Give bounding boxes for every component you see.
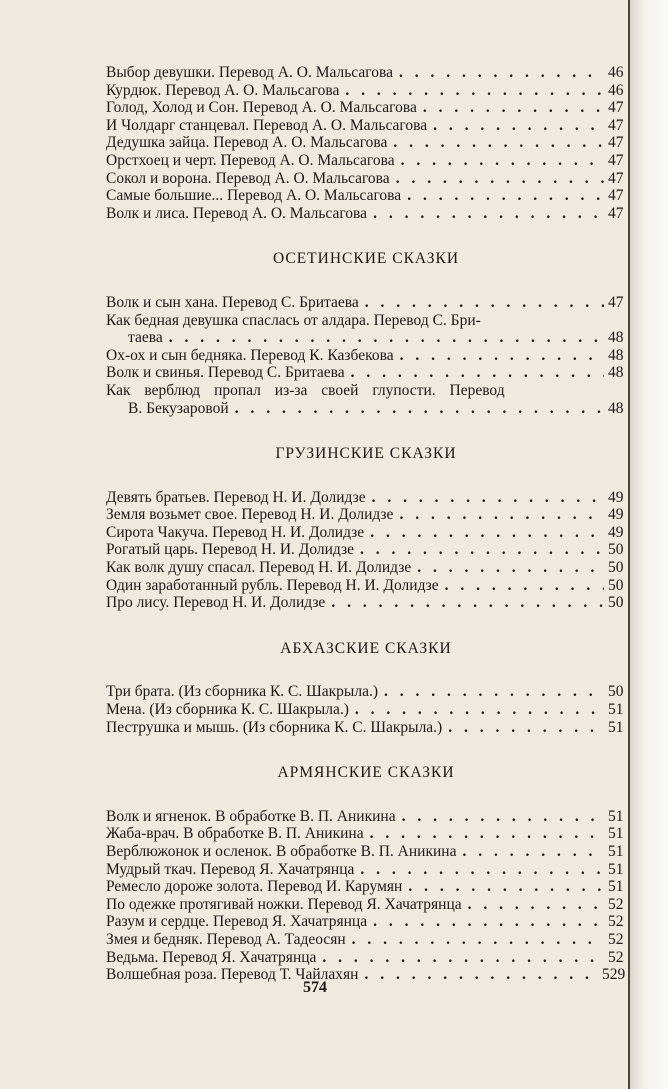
section-heading-armenian: АРМЯНСКИЕ СКАЗКИ xyxy=(277,764,455,782)
toc-page-number: 52 xyxy=(608,895,624,913)
toc-page-number: 47 xyxy=(608,134,624,152)
toc-entry: Волшебная роза. Перевод Т. Чайлахян . . . 529 xyxy=(106,966,626,984)
section-heading-georgian: ГРУЗИНСКИЕ СКАЗКИ xyxy=(275,445,457,463)
section-heading-abkhaz: АБХАЗСКИЕ СКАЗКИ xyxy=(280,639,452,657)
toc-page-number: 51 xyxy=(608,807,624,825)
toc-entry: Волк и сын хана. Перевод С. Бритаева . . . 47 xyxy=(106,294,626,312)
toc-page-number: 49 xyxy=(608,488,624,506)
toc-page-number: 51 xyxy=(608,878,624,896)
toc-entry-multiline: Как верблюд пропал из-за своей глупости. Перевод В. Бекузаровой . . . 48 xyxy=(106,382,626,417)
toc-entry: Орстхоец и черт. Перевод А. О. Мальсагова . . . 47 xyxy=(106,152,626,170)
toc-page-number: 48 xyxy=(608,364,624,382)
page-margin-strip xyxy=(630,0,668,1089)
toc-entry: Разум и сердце. Перевод Я. Хачатрянца . . . 52 xyxy=(106,913,626,931)
toc-entry: Курдюк. Перевод А. О. Мальсагова . . . 46 xyxy=(106,82,626,100)
toc-entry: Волк и свинья. Перевод С. Бритаева . . . 48 xyxy=(106,364,626,382)
toc-page-number: 51 xyxy=(608,718,624,736)
toc-entry: Жаба-врач. В обработке В. П. Аникина . . . 51 xyxy=(106,825,626,843)
toc-entry: Верблюжонок и осленок. В обработке В. П. Аникина . . . 51 xyxy=(106,843,626,861)
toc-entry: Девять братьев. Перевод Н. И. Долидзе . . . 49 xyxy=(106,489,626,507)
toc-entry: Один заработанный рубль. Перевод Н. И. Долидзе . . . 50 xyxy=(106,577,626,595)
toc-entry: Мудрый ткач. Перевод Я. Хачатрянца . . . 51 xyxy=(106,861,626,879)
toc-page-number: 46 xyxy=(608,81,624,99)
toc-entry: Выбор девушки. Перевод А. О. Мальсагова . . . 46 xyxy=(106,64,626,82)
toc-page-number: 49 xyxy=(608,523,624,541)
toc-entry: Как волк душу спасал. Перевод Н. И. Долидзе . . . 50 xyxy=(106,559,626,577)
toc-entry: Земля возьмет свое. Перевод Н. И. Долидзе . . . 49 xyxy=(106,506,626,524)
toc-entry: Голод, Холод и Сон. Перевод А. О. Мальсагова . . . 47 xyxy=(106,99,626,117)
toc-page-number: 47 xyxy=(608,99,624,117)
toc-entry: Волк и лиса. Перевод А. О. Мальсагова . . . 47 xyxy=(106,205,626,223)
toc-entry: Мена. (Из сборника К. С. Шакрыла.) . . . 51 xyxy=(106,701,626,719)
toc-page-number: 52 xyxy=(608,948,624,966)
toc-entry: Самые большие... Перевод А. О. Мальсагова . . . 47 xyxy=(106,187,626,205)
toc-entry: Волк и ягненок. В обработке В. П. Аникина . . . 51 xyxy=(106,808,626,826)
toc-page-number: 47 xyxy=(608,169,624,187)
toc-page-number: 47 xyxy=(608,187,624,205)
toc-page-number: 48 xyxy=(608,329,624,347)
toc-page-number: 48 xyxy=(608,346,624,364)
toc-entry: Ремесло дороже золота. Перевод И. Карумян . . . 51 xyxy=(106,878,626,896)
toc-page-number: 51 xyxy=(608,825,624,843)
toc-page-number: 52 xyxy=(608,930,624,948)
page-number: 574 xyxy=(303,979,327,996)
toc-page-number: 50 xyxy=(608,541,624,559)
toc-entry-multiline: Как бедная девушка спаслась от алдара. Перевод С. Бри- таева . . . 48 xyxy=(106,312,626,347)
toc-page-number: 46 xyxy=(608,64,624,81)
toc-entry: Рогатый царь. Перевод Н. И. Долидзе . . . 50 xyxy=(106,541,626,559)
toc-group-georgian xyxy=(106,489,626,612)
toc-page-number: 50 xyxy=(608,576,624,594)
toc-page-number: 47 xyxy=(608,204,624,222)
toc-page-number: 50 xyxy=(608,559,624,577)
toc-page-number: 47 xyxy=(608,293,624,311)
toc-page-number: 52 xyxy=(608,913,624,931)
toc-entry: Пеструшка и мышь. (Из сборника К. С. Шакрыла.) . . . 51 xyxy=(106,719,626,737)
toc-page-number: 48 xyxy=(608,399,624,417)
toc-entry: Сирота Чакуча. Перевод Н. И. Долидзе . . . 49 xyxy=(106,524,626,542)
toc-entry: По одежке протягивай ножки. Перевод Я. Хачатрянца . . . 52 xyxy=(106,896,626,914)
section-heading-ossetian: ОСЕТИНСКИЕ СКАЗКИ xyxy=(272,250,460,268)
toc-entry: И Чолдарг станцевал. Перевод А. О. Мальсагова . . . 47 xyxy=(106,117,626,135)
toc-page-number: 50 xyxy=(608,594,624,612)
toc-entry: Ведьма. Перевод Я. Хачатрянца . . . 52 xyxy=(106,949,626,967)
toc-group-ossetian xyxy=(106,294,626,417)
toc-entry: Сокол и ворона. Перевод А. О. Мальсагова . . . 47 xyxy=(106,170,626,188)
toc-page-number: 51 xyxy=(608,860,624,878)
toc-group-abkhaz xyxy=(106,683,626,736)
toc-page-number: 51 xyxy=(608,843,624,860)
toc-page-number: 529 xyxy=(602,966,626,984)
toc-page-number: 49 xyxy=(608,506,624,524)
toc-entry: Про лису. Перевод Н. И. Долидзе . . . 50 xyxy=(106,594,626,612)
toc-page-number: 47 xyxy=(608,151,624,169)
toc-page-number: 47 xyxy=(608,116,624,134)
toc-page-number: 51 xyxy=(608,701,624,719)
toc-entry: Три брата. (Из сборника К. С. Шакрыла.) . . . 50 xyxy=(106,683,626,701)
toc-entry: Змея и бедняк. Перевод А. Тадеосян . . . 52 xyxy=(106,931,626,949)
toc-entry: Дедушка зайца. Перевод А. О. Мальсагова . . . 47 xyxy=(106,134,626,152)
toc-group-armenian xyxy=(106,808,626,984)
toc-group-ingush xyxy=(106,64,626,222)
toc-page-number: 50 xyxy=(608,683,624,701)
table-of-contents xyxy=(106,64,626,984)
toc-entry: Ох-ох и сын бедняка. Перевод К. Казбекова . . . 48 xyxy=(106,347,626,365)
